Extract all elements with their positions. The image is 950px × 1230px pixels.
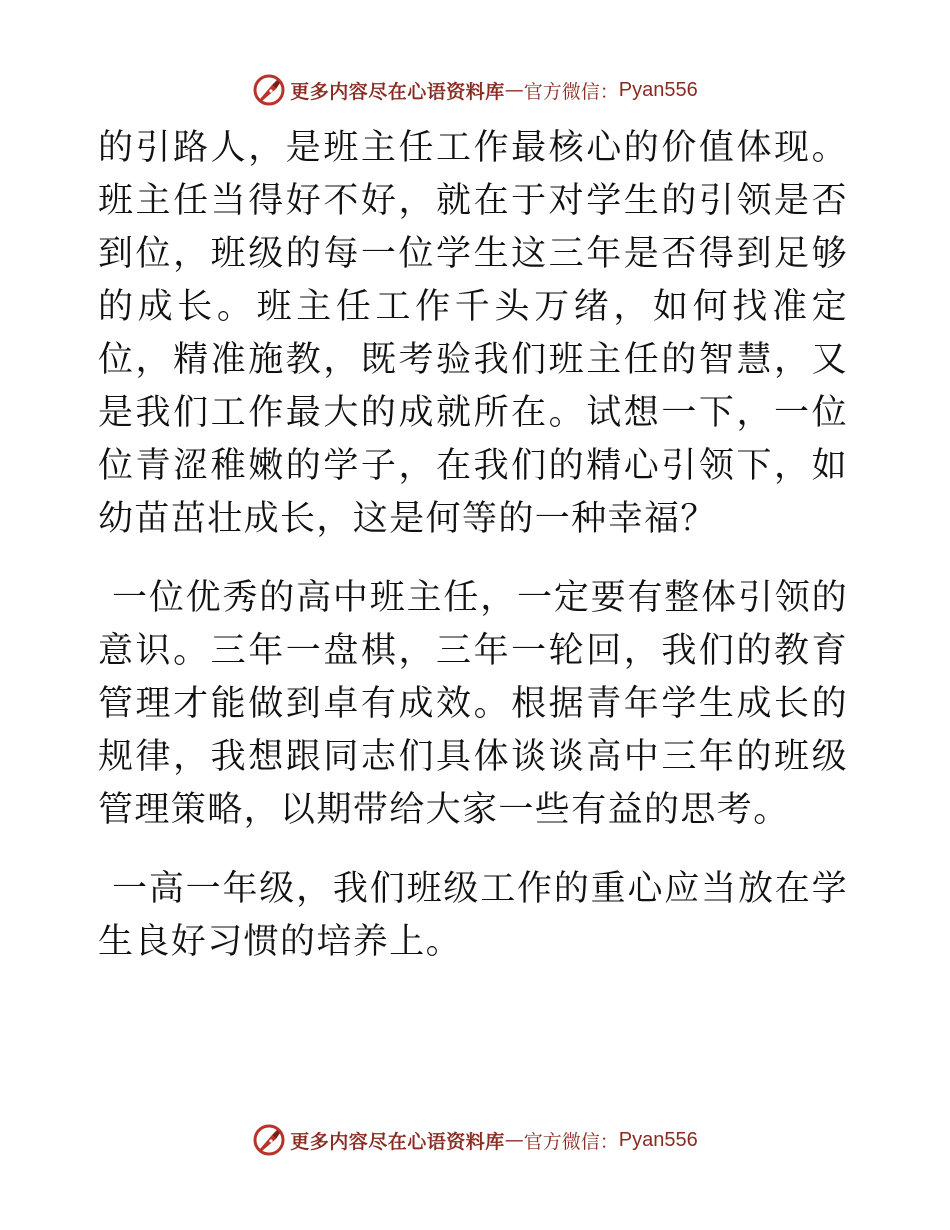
banner-dash: — [504, 79, 524, 101]
paragraph-2: 一位优秀的高中班主任，一定要有整体引领的意识。三年一盘棋，三年一轮回，我们的教育管理才能做到卓有成效。根据青年学生成长的规律，我想跟同志们具体谈谈高中三年的班级管理策略，以期带给大家一些有益的思考。 [98, 578, 848, 830]
paragraph-1: 的引路人，是班主任工作最核心的价值体现。班主任当得好不好，就在于对学生的引领是否到位，班级的每一位学生这三年是否得到足够的成长。班主任工作千头万绪，如何找准定位，精准施教，既考验我们班主任的智慧，又是我们工作最大的成就所在。试想一下，一位位青涩稚嫩的学子，在我们的精心引领下，如幼苗茁壮成长，这是何等的一种幸福？ [98, 128, 848, 539]
document-body [98, 122, 848, 969]
site-name: 更多内容尽在心语资料库 [290, 80, 505, 103]
pen-nib-logo-icon [252, 1123, 286, 1157]
footer-banner [0, 1120, 950, 1160]
wechat-id: Pyan556 [618, 78, 698, 101]
pen-nib-logo-icon [252, 73, 286, 107]
wechat-id: Pyan556 [618, 1128, 698, 1151]
site-name: 更多内容尽在心语资料库 [290, 1130, 505, 1153]
banner-dash: — [504, 1129, 524, 1151]
header-banner [0, 70, 950, 110]
wechat-label: 官方微信： [523, 1130, 619, 1153]
paragraph-3: 一高一年级，我们班级工作的重心应当放在学生良好习惯的培养上。 [98, 869, 848, 962]
wechat-label: 官方微信： [523, 80, 619, 103]
